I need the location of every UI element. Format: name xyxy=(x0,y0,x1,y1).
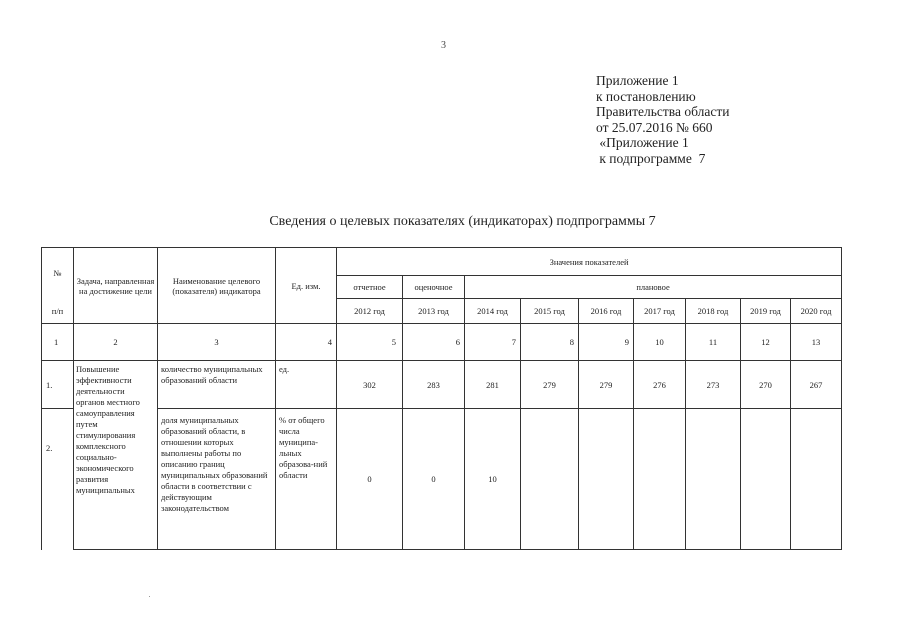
value-cell: 283 xyxy=(403,361,465,409)
value-cell xyxy=(741,409,791,550)
value-cell: 273 xyxy=(686,361,741,409)
task-text: Повышение эффективности деятельности органов местного самоуправления путем стимулирования комплексного социально-экономического развития муниципальных xyxy=(74,361,158,550)
col-number: 13 xyxy=(791,324,842,361)
value-cell xyxy=(634,409,686,550)
appendix-block xyxy=(596,73,729,166)
year-header: 2014 год xyxy=(465,299,521,324)
appendix-line: «Приложение 1 xyxy=(596,135,689,150)
indicator-text: доля муниципальных образований области, в отношении которых выполнены работы по описанию границ муниципальных образований области в соответствии с действующим законодательством xyxy=(158,409,276,550)
num-header: № xyxy=(53,268,62,279)
value-cell: 0 xyxy=(337,409,403,550)
num-header-bottom: п/п xyxy=(42,299,74,324)
col-number: 11 xyxy=(686,324,741,361)
col-number: 2 xyxy=(74,324,158,361)
value-cell: 276 xyxy=(634,361,686,409)
unit-text: % от общего числа муниципа-льных образова-ний области xyxy=(276,409,337,550)
appendix-line: от 25.07.2016 № 660 xyxy=(596,119,713,135)
value-cell xyxy=(521,409,579,550)
row-number: 1. xyxy=(42,361,74,409)
value-cell xyxy=(686,409,741,550)
year-header: 2016 год xyxy=(579,299,634,324)
num-header-cell xyxy=(42,248,74,299)
column-number-row xyxy=(42,324,842,361)
value-cell: 281 xyxy=(465,361,521,409)
value-cell: 10 xyxy=(465,409,521,550)
year-header: 2020 год xyxy=(791,299,842,324)
value-cell: 302 xyxy=(337,361,403,409)
value-cell: 0 xyxy=(403,409,465,550)
page-number: 3 xyxy=(441,40,446,51)
indicator-text: количество муниципальных образований области xyxy=(158,361,276,409)
values-header: Значения показателей xyxy=(337,248,842,276)
appendix-line: Правительства области xyxy=(596,104,730,119)
document-title: Сведения о целевых показателях (индикаторах) подпрограммы 7 xyxy=(269,214,656,229)
col-number: 4 xyxy=(276,324,337,361)
appendix-line: к постановлению xyxy=(596,88,696,104)
unit-header: Ед. изм. xyxy=(276,248,337,324)
year-header: 2015 год xyxy=(521,299,579,324)
indicator-header: Наименование целевого (показателя) индикатора xyxy=(158,248,276,324)
col-number: 12 xyxy=(741,324,791,361)
year-header: 2017 год xyxy=(634,299,686,324)
table-row xyxy=(42,361,842,409)
col-number: 1 xyxy=(42,324,74,361)
task-header: Задача, направленная на достижение цели xyxy=(74,248,158,324)
col-number: 9 xyxy=(579,324,634,361)
value-cell: 270 xyxy=(741,361,791,409)
value-cell xyxy=(579,409,634,550)
value-cell xyxy=(791,409,842,550)
row-number: 2. xyxy=(42,409,74,550)
estimated-header: оценочное xyxy=(403,276,465,299)
col-number: 7 xyxy=(465,324,521,361)
unit-text: ед. xyxy=(276,361,337,409)
scan-speck xyxy=(149,596,150,597)
value-cell: 267 xyxy=(791,361,842,409)
appendix-line: к подпрограмме 7 xyxy=(596,150,706,166)
year-header: 2019 год xyxy=(741,299,791,324)
year-header: 2012 год xyxy=(337,299,403,324)
table-row xyxy=(42,409,842,550)
col-number: 10 xyxy=(634,324,686,361)
value-cell: 279 xyxy=(579,361,634,409)
col-number: 5 xyxy=(337,324,403,361)
col-number: 3 xyxy=(158,324,276,361)
reported-header: отчетное xyxy=(337,276,403,299)
value-cell: 279 xyxy=(521,361,579,409)
year-header: 2013 год xyxy=(403,299,465,324)
indicators-table xyxy=(41,247,842,550)
col-number: 6 xyxy=(403,324,465,361)
year-header: 2018 год xyxy=(686,299,741,324)
planned-header: плановое xyxy=(465,276,842,299)
appendix-line: Приложение 1 xyxy=(596,73,679,88)
col-number: 8 xyxy=(521,324,579,361)
